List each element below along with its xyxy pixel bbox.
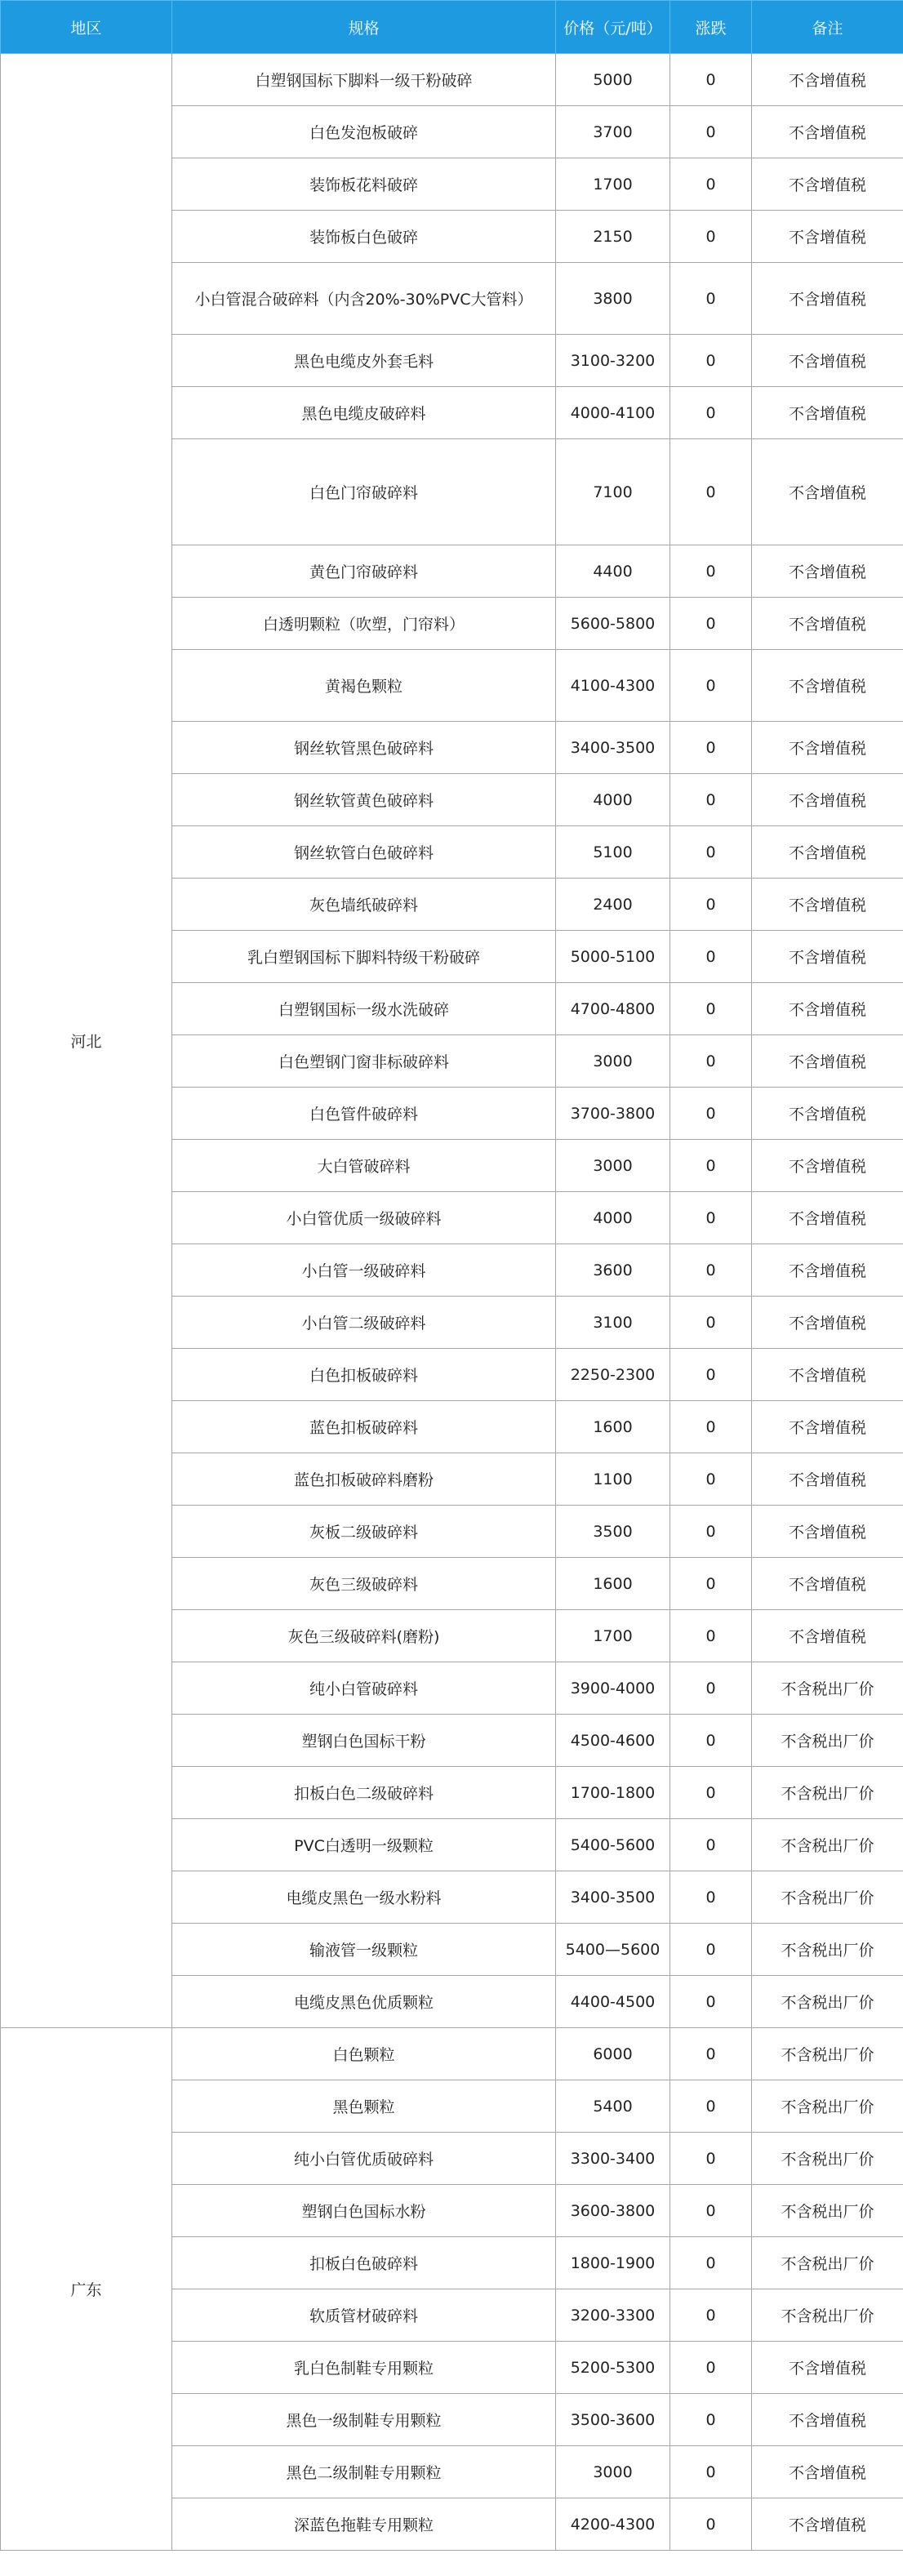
price-cell: 4700-4800 <box>556 983 670 1035</box>
spec-cell: 大白管破碎料 <box>172 1140 556 1192</box>
note-cell: 不含增值税 <box>752 263 903 335</box>
price-cell: 3500 <box>556 1506 670 1558</box>
price-cell: 3400-3500 <box>556 1871 670 1924</box>
change-cell: 0 <box>670 211 752 263</box>
spec-cell: 钢丝软管白色破碎料 <box>172 826 556 879</box>
spec-cell: 白透明颗粒（吹塑，门帘料） <box>172 598 556 650</box>
spec-cell: 黑色一级制鞋专用颗粒 <box>172 2394 556 2446</box>
price-cell: 1600 <box>556 1401 670 1453</box>
region-guangdong: 广东 <box>1 2028 172 2551</box>
note-cell: 不含税出厂价 <box>752 1976 903 2028</box>
price-cell: 3700-3800 <box>556 1088 670 1140</box>
header-row <box>1 1 903 54</box>
price-cell: 2400 <box>556 879 670 931</box>
spec-cell: 乳白塑钢国标下脚料特级干粉破碎 <box>172 931 556 983</box>
spec-cell: 小白管优质一级破碎料 <box>172 1192 556 1244</box>
note-cell: 不含增值税 <box>752 2446 903 2498</box>
change-cell: 0 <box>670 2289 752 2342</box>
change-cell: 0 <box>670 1871 752 1924</box>
price-cell: 5100 <box>556 826 670 879</box>
note-cell: 不含税出厂价 <box>752 1662 903 1715</box>
price-cell: 2150 <box>556 211 670 263</box>
change-cell: 0 <box>670 1976 752 2028</box>
change-cell: 0 <box>670 387 752 439</box>
change-cell: 0 <box>670 1558 752 1610</box>
note-cell: 不含增值税 <box>752 335 903 387</box>
spec-cell: 电缆皮黑色一级水粉料 <box>172 1871 556 1924</box>
price-cell: 5000 <box>556 54 670 106</box>
price-cell: 3400-3500 <box>556 722 670 774</box>
change-cell: 0 <box>670 2342 752 2394</box>
price-cell: 1600 <box>556 1558 670 1610</box>
price-cell: 4500-4600 <box>556 1715 670 1767</box>
spec-cell: 灰色墙纸破碎料 <box>172 879 556 931</box>
price-cell: 3000 <box>556 2446 670 2498</box>
price-cell: 3000 <box>556 1035 670 1088</box>
price-cell: 1700 <box>556 1610 670 1662</box>
price-cell: 4000 <box>556 774 670 826</box>
change-cell: 0 <box>670 1715 752 1767</box>
spec-cell: 纯小白管优质破碎料 <box>172 2133 556 2185</box>
price-cell: 5600-5800 <box>556 598 670 650</box>
note-cell: 不含增值税 <box>752 1349 903 1401</box>
change-cell: 0 <box>670 2498 752 2551</box>
spec-cell: 黑色二级制鞋专用颗粒 <box>172 2446 556 2498</box>
change-cell: 0 <box>670 1453 752 1506</box>
change-cell: 0 <box>670 1767 752 1819</box>
spec-cell: 钢丝软管黑色破碎料 <box>172 722 556 774</box>
spec-cell: 黑色电缆皮外套毛料 <box>172 335 556 387</box>
change-cell: 0 <box>670 1349 752 1401</box>
price-cell: 5000-5100 <box>556 931 670 983</box>
header-spec: 规格 <box>172 1 556 54</box>
note-cell: 不含增值税 <box>752 2498 903 2551</box>
price-cell: 3600-3800 <box>556 2185 670 2237</box>
note-cell: 不含增值税 <box>752 1610 903 1662</box>
price-cell: 3100-3200 <box>556 335 670 387</box>
change-cell: 0 <box>670 1610 752 1662</box>
note-cell: 不含增值税 <box>752 439 903 545</box>
note-cell: 不含增值税 <box>752 1453 903 1506</box>
spec-cell: 输液管一级颗粒 <box>172 1924 556 1976</box>
spec-cell: 黑色电缆皮破碎料 <box>172 387 556 439</box>
note-cell: 不含税出厂价 <box>752 1715 903 1767</box>
price-cell: 4400-4500 <box>556 1976 670 2028</box>
spec-cell: 白色塑钢门窗非标破碎料 <box>172 1035 556 1088</box>
note-cell: 不含增值税 <box>752 1035 903 1088</box>
note-cell: 不含税出厂价 <box>752 2028 903 2080</box>
change-cell: 0 <box>670 931 752 983</box>
spec-cell: 黄色门帘破碎料 <box>172 545 556 598</box>
change-cell: 0 <box>670 2394 752 2446</box>
note-cell: 不含增值税 <box>752 106 903 158</box>
spec-cell: 扣板白色二级破碎料 <box>172 1767 556 1819</box>
note-cell: 不含增值税 <box>752 1401 903 1453</box>
note-cell: 不含增值税 <box>752 387 903 439</box>
note-cell: 不含增值税 <box>752 1244 903 1297</box>
note-cell: 不含增值税 <box>752 2342 903 2394</box>
spec-cell: 灰色三级破碎料(磨粉) <box>172 1610 556 1662</box>
change-cell: 0 <box>670 1819 752 1871</box>
header-change: 涨跌 <box>670 1 752 54</box>
price-cell: 3000 <box>556 1140 670 1192</box>
price-cell: 3800 <box>556 263 670 335</box>
spec-cell: 白色颗粒 <box>172 2028 556 2080</box>
spec-cell: 蓝色扣板破碎料 <box>172 1401 556 1453</box>
change-cell: 0 <box>670 106 752 158</box>
note-cell: 不含增值税 <box>752 1297 903 1349</box>
price-cell: 5400 <box>556 2080 670 2133</box>
price-cell: 6000 <box>556 2028 670 2080</box>
note-cell: 不含增值税 <box>752 1192 903 1244</box>
spec-cell: 灰板二级破碎料 <box>172 1506 556 1558</box>
note-cell: 不含增值税 <box>752 826 903 879</box>
price-cell: 3600 <box>556 1244 670 1297</box>
note-cell: 不含税出厂价 <box>752 1819 903 1871</box>
note-cell: 不含增值税 <box>752 1558 903 1610</box>
spec-cell: 电缆皮黑色优质颗粒 <box>172 1976 556 2028</box>
change-cell: 0 <box>670 545 752 598</box>
note-cell: 不含增值税 <box>752 54 903 106</box>
change-cell: 0 <box>670 1924 752 1976</box>
note-cell: 不含增值税 <box>752 983 903 1035</box>
change-cell: 0 <box>670 263 752 335</box>
note-cell: 不含增值税 <box>752 1506 903 1558</box>
spec-cell: 装饰板花料破碎 <box>172 158 556 211</box>
spec-cell: 白塑钢国标一级水洗破碎 <box>172 983 556 1035</box>
change-cell: 0 <box>670 879 752 931</box>
change-cell: 0 <box>670 1192 752 1244</box>
change-cell: 0 <box>670 2185 752 2237</box>
change-cell: 0 <box>670 983 752 1035</box>
price-cell: 5400—5600 <box>556 1924 670 1976</box>
spec-cell: 白色扣板破碎料 <box>172 1349 556 1401</box>
price-cell: 3700 <box>556 106 670 158</box>
change-cell: 0 <box>670 1662 752 1715</box>
note-cell: 不含增值税 <box>752 211 903 263</box>
price-cell: 3900-4000 <box>556 1662 670 1715</box>
spec-cell: 黑色颗粒 <box>172 2080 556 2133</box>
price-cell: 7100 <box>556 439 670 545</box>
change-cell: 0 <box>670 1297 752 1349</box>
note-cell: 不含增值税 <box>752 722 903 774</box>
note-cell: 不含增值税 <box>752 774 903 826</box>
note-cell: 不含增值税 <box>752 879 903 931</box>
price-cell: 5200-5300 <box>556 2342 670 2394</box>
change-cell: 0 <box>670 2446 752 2498</box>
price-cell: 4000 <box>556 1192 670 1244</box>
change-cell: 0 <box>670 1088 752 1140</box>
spec-cell: PVC白透明一级颗粒 <box>172 1819 556 1871</box>
note-cell: 不含税出厂价 <box>752 1924 903 1976</box>
change-cell: 0 <box>670 1035 752 1088</box>
change-cell: 0 <box>670 2080 752 2133</box>
spec-cell: 黄褐色颗粒 <box>172 650 556 722</box>
change-cell: 0 <box>670 1244 752 1297</box>
note-cell: 不含税出厂价 <box>752 1871 903 1924</box>
spec-cell: 白色发泡板破碎 <box>172 106 556 158</box>
price-cell: 3100 <box>556 1297 670 1349</box>
price-cell: 3200-3300 <box>556 2289 670 2342</box>
change-cell: 0 <box>670 650 752 722</box>
price-cell: 1700 <box>556 158 670 211</box>
change-cell: 0 <box>670 774 752 826</box>
spec-cell: 白塑钢国标下脚料一级干粉破碎 <box>172 54 556 106</box>
spec-cell: 塑钢白色国标干粉 <box>172 1715 556 1767</box>
note-cell: 不含税出厂价 <box>752 1767 903 1819</box>
note-cell: 不含税出厂价 <box>752 2289 903 2342</box>
table-row <box>1 2028 903 2080</box>
spec-cell: 灰色三级破碎料 <box>172 1558 556 1610</box>
price-cell: 1100 <box>556 1453 670 1506</box>
note-cell: 不含增值税 <box>752 1088 903 1140</box>
note-cell: 不含增值税 <box>752 2394 903 2446</box>
note-cell: 不含增值税 <box>752 931 903 983</box>
note-cell: 不含税出厂价 <box>752 2237 903 2289</box>
change-cell: 0 <box>670 1140 752 1192</box>
change-cell: 0 <box>670 1506 752 1558</box>
note-cell: 不含增值税 <box>752 1140 903 1192</box>
change-cell: 0 <box>670 1401 752 1453</box>
table-row <box>1 54 903 106</box>
note-cell: 不含增值税 <box>752 598 903 650</box>
note-cell: 不含税出厂价 <box>752 2080 903 2133</box>
note-cell: 不含增值税 <box>752 545 903 598</box>
spec-cell: 小白管一级破碎料 <box>172 1244 556 1297</box>
spec-cell: 乳白色制鞋专用颗粒 <box>172 2342 556 2394</box>
spec-cell: 软质管材破碎料 <box>172 2289 556 2342</box>
spec-cell: 小白管二级破碎料 <box>172 1297 556 1349</box>
spec-cell: 白色门帘破碎料 <box>172 439 556 545</box>
price-cell: 3500-3600 <box>556 2394 670 2446</box>
price-cell: 4400 <box>556 545 670 598</box>
change-cell: 0 <box>670 158 752 211</box>
change-cell: 0 <box>670 54 752 106</box>
spec-cell: 装饰板白色破碎 <box>172 211 556 263</box>
spec-cell: 蓝色扣板破碎料磨粉 <box>172 1453 556 1506</box>
spec-cell: 小白管混合破碎料（内含20%-30%PVC大管料） <box>172 263 556 335</box>
change-cell: 0 <box>670 598 752 650</box>
price-cell: 3300-3400 <box>556 2133 670 2185</box>
change-cell: 0 <box>670 335 752 387</box>
change-cell: 0 <box>670 439 752 545</box>
header-region: 地区 <box>1 1 172 54</box>
header-price: 价格（元/吨） <box>556 1 670 54</box>
spec-cell: 塑钢白色国标水粉 <box>172 2185 556 2237</box>
price-cell: 4200-4300 <box>556 2498 670 2551</box>
change-cell: 0 <box>670 2028 752 2080</box>
header-note: 备注 <box>752 1 903 54</box>
spec-cell: 纯小白管破碎料 <box>172 1662 556 1715</box>
price-cell: 1800-1900 <box>556 2237 670 2289</box>
spec-cell: 钢丝软管黄色破碎料 <box>172 774 556 826</box>
price-cell: 2250-2300 <box>556 1349 670 1401</box>
change-cell: 0 <box>670 2133 752 2185</box>
spec-cell: 扣板白色破碎料 <box>172 2237 556 2289</box>
change-cell: 0 <box>670 826 752 879</box>
note-cell: 不含税出厂价 <box>752 2185 903 2237</box>
region-hebei: 河北 <box>1 54 172 2028</box>
price-cell: 5400-5600 <box>556 1819 670 1871</box>
spec-cell: 白色管件破碎料 <box>172 1088 556 1140</box>
note-cell: 不含增值税 <box>752 650 903 722</box>
price-cell: 1700-1800 <box>556 1767 670 1819</box>
spec-cell: 深蓝色拖鞋专用颗粒 <box>172 2498 556 2551</box>
price-cell: 4000-4100 <box>556 387 670 439</box>
note-cell: 不含增值税 <box>752 158 903 211</box>
note-cell: 不含税出厂价 <box>752 2133 903 2185</box>
price-cell: 4100-4300 <box>556 650 670 722</box>
change-cell: 0 <box>670 2237 752 2289</box>
change-cell: 0 <box>670 722 752 774</box>
